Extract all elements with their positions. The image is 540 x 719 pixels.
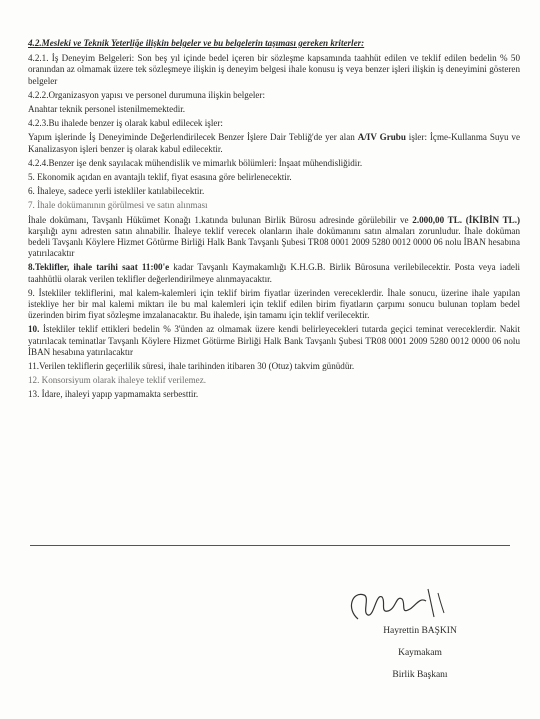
text-segment: İstekliler teklif ettikleri bedelin % 3'ünden az olmamak üzere kendi belirleyecekleri tutarda geçici teminat vereceklerdir. Nakit yatırılacak teminatlar Tavşanlı Köylere Hizmet Götürme Birliği Halk Bank Tavşanlı Şubesi TR08 0001 2009 5280 0012 0000 06 nolu İBAN hesabına yatırılacaktır <box>28 324 520 357</box>
signature-block <box>360 620 480 686</box>
paragraph-9: 9. İstekliler tekliflerini, mal kalem-kalemleri için teklif birim fiyatlar üzerinden vereceklerdir. İhale sonucu, üzerine ihale yapılan istekliye her bir mal kalemi miktarı ile bu mal kalemleri için teklif edilen birim fiyatların çarpımı sonucu bulunan toplam bedel üzerinden birim fiyat sözleşme imzalanacaktır. Bu ihalede, işin tamamı için teklif verilecektir. <box>28 287 520 321</box>
bold-amount: 2.000,00 TL. (İKİBİN TL.) <box>412 214 521 225</box>
bold-group-label: A/IV Grubu <box>357 132 406 143</box>
paragraph-4-2-4: 4.2.4.Benzer işe denk sayılacak mühendislik ve mimarlık bölümleri: İnşaat mühendisliğidir. <box>28 157 363 168</box>
text-segment: işler: İçme-Kullanma Suyu ve Kanalizasyon işleri benzer iş olarak kabul edilecektir. <box>28 132 521 154</box>
paragraph-4-2-3-title: 4.2.3.Bu ihalede benzer iş olarak kabul edilecek işler: <box>28 118 223 129</box>
paragraph-4-2-1: 4.2.1. İş Deneyim Belgeleri: Son beş yıl içinde bedel içeren bir sözleşme kapsamında taahhüt edilen ve teklif edilen bedelin % 50 oranından az olmamak üzere tek sözleşmeye ilişkin iş deneyim belgesi ihale konusu iş veya benzer işleri ilişkin iş deneyimini gösteren belgeler <box>28 53 520 86</box>
text-segment: kadar Tavşanlı Kaymakamlığı K.H.G.B. Birlik Bürosuna verilebilecektir. Posta veya iadeli taahhütlü olarak verilen teklifler değerlendirilmeye alınmayacaktır. <box>28 262 520 284</box>
bold-deadline: 8.Teklifler, ihale tarihi saat 11:00'e <box>28 262 170 273</box>
text-segment: İhale dokümanı, Tavşanlı Hükümet Konağı 1.katında bulunan Birlik Bürosu adresinde görülebilir ve <box>28 214 413 225</box>
document-body <box>28 38 520 404</box>
paragraph-7-title: 7. İhale dokümanının görülmesi ve satın alınması <box>28 200 208 211</box>
paragraph-8 <box>28 262 520 284</box>
paragraph-4-2-2-title: 4.2.2.Organizasyon yapısı ve personel durumuna ilişkin belgeler: <box>28 89 265 100</box>
paragraph-4-2-2-body: Anahtar teknik personel istenilmemektedir. <box>28 104 186 115</box>
paragraph-12: 12. Konsorsiyum olarak ihaleye teklif verilemez. <box>28 375 207 386</box>
paragraph-11: 11.Verilen tekliflerin geçerlilik süresi, ihale tarihinden itibaren 30 (Otuz) takvim günüdür. <box>28 361 355 372</box>
paragraph-7-body <box>28 215 520 260</box>
paragraph-13: 13. İdare, ihaleyi yapıp yapmamakta serbesttir. <box>28 389 199 400</box>
text-segment: karşılığı aynı adresten satın alınabilir. İhaleye teklif verecek olanların ihale dokümanını satın almaları zorunludur. İhale doküman bedeli Tavşanlı Köylere Hizmet Götürme Birliği Halk Bank Tavşanlı Şubesi TR08 0001 2009 5280 0012 0000 06 nolu İBAN hesabına yatırılacaktır <box>28 225 520 259</box>
paragraph-number: 10. <box>28 324 40 335</box>
section-heading: 4.2.Mesleki ve Teknik Yeterliğe ilişkin belgeler ve bu belgelerin taşıması gereken kriterler: <box>28 38 365 48</box>
paragraph-5: 5. Ekonomik açıdan en avantajlı teklif, fiyat esasına göre belirlenecektir. <box>28 172 292 183</box>
paragraph-10 <box>28 324 520 358</box>
text-segment: Yapım işlerinde İş Deneyiminde Değerlendirilecek Benzer İşlere Dair Tebliğ'de yer alan <box>28 132 358 143</box>
signatory-name: Hayrettin BAŞKIN <box>383 626 457 636</box>
signatory-title: Kaymakam <box>398 648 442 658</box>
paragraph-4-2-3-body <box>28 132 520 154</box>
paragraph-6: 6. İhaleye, sadece yerli istekliler katılabilecektir. <box>28 186 205 197</box>
end-divider <box>30 545 510 546</box>
signatory-role: Birlik Başkanı <box>392 670 448 680</box>
